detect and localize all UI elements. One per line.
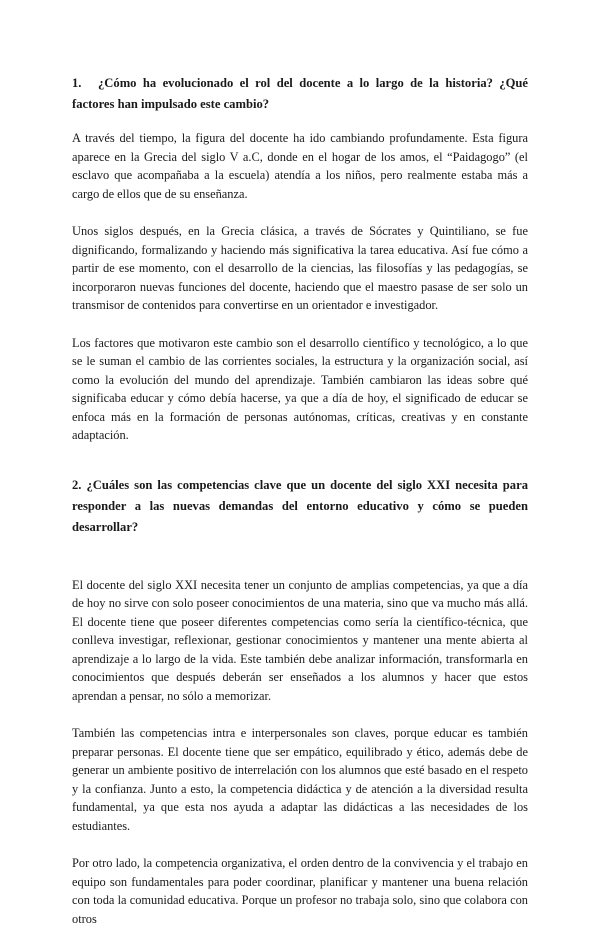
section-2-heading xyxy=(72,475,528,538)
section-2-heading-text: ¿Cuáles son las competencias clave que un docente del siglo XXI necesita para responder a las nuevas demandas del entorno educativo y cómo se pueden desarrollar? xyxy=(72,477,528,534)
section-1-paragraph-1: A través del tiempo, la figura del docente ha ido cambiando profundamente. Esta figura aparece en la Grecia del siglo V a.C, donde en el hogar de los amos, el “Paidagogo” (el esclavo que acompañaba a la escuela) atendía a los niños, pero realmente estaba más a cargo de ellos que de su enseñanza. xyxy=(72,131,528,201)
section-2-number: 2. xyxy=(72,477,82,492)
section-2-paragraph-3: Por otro lado, la competencia organizativa, el orden dentro de la convivencia y el trabajo en equipo son fundamentales para poder coordinar, planificar y mantener una buena relación con toda la comunidad educativa. Porque un profesor no trabaja solo, sino que colabora con otros xyxy=(72,856,528,926)
section-2-paragraph-2: También las competencias intra e interpersonales son claves, porque educar es también preparar personas. El docente tiene que ser empático, equilibrado y ético, además debe de generar un ambiente positivo de interrelación con los alumnos que esté basado en el respeto y la confianza. Junto a esto, la competencia didáctica y de atención a la diversidad resulta fundamental, ya que esta nos ayuda a adaptar las didácticas a las necesidades de los estudiantes. xyxy=(72,726,528,833)
section-1-heading xyxy=(72,73,528,115)
section-1-heading-text: ¿Cómo ha evolucionado el rol del docente a lo largo de la historia? ¿Qué factores han impulsado este cambio? xyxy=(72,76,528,111)
section-1-number: 1. xyxy=(72,76,82,90)
section-1-paragraph-2: Unos siglos después, en la Grecia clásica, a través de Sócrates y Quintiliano, se fue dignificando, formalizando y haciendo más significativa la tarea educativa. Así fue cómo a partir de ese momento, con el desarrollo de la ciencias, las filosofías y las pedagogías, se incorporaron nuevas funciones del docente, haciendo que el maestro pasase de ser solo un transmisor de contenidos para convertirse en un orientador e investigador. xyxy=(72,224,528,312)
section-1-paragraph-3: Los factores que motivaron este cambio son el desarrollo científico y tecnológico, a lo que se le suman el cambio de las corrientes sociales, la estructura y la organización social, así como la evolución del mundo del aprendizaje. También cambiaron las ideas sobre qué significaba educar y cómo debía hacerse, ya que a día de hoy, el significado de educar se enfoca más en la formación de personas autónomas, críticas, creativas y en constante adaptación. xyxy=(72,335,528,442)
document-body xyxy=(72,73,528,928)
section-2-paragraph-1: El docente del siglo XXI necesita tener un conjunto de amplias competencias, ya que a día de hoy no sirve con solo poseer conocimientos de una materia, sino que va mucho más allá. El docente tiene que poseer diferentes competencias como sería la científico-técnica, que conlleva investigar, reflexionar, gestionar conocimientos y mantener una mente abierta al aprendizaje a lo largo de la vida. Este también debe analizar información, transformarla en conocimientos que después deberán ser enseñados a los alumnos y hacer que estos aprendan a pensar, no sólo a memorizar. xyxy=(72,577,528,703)
